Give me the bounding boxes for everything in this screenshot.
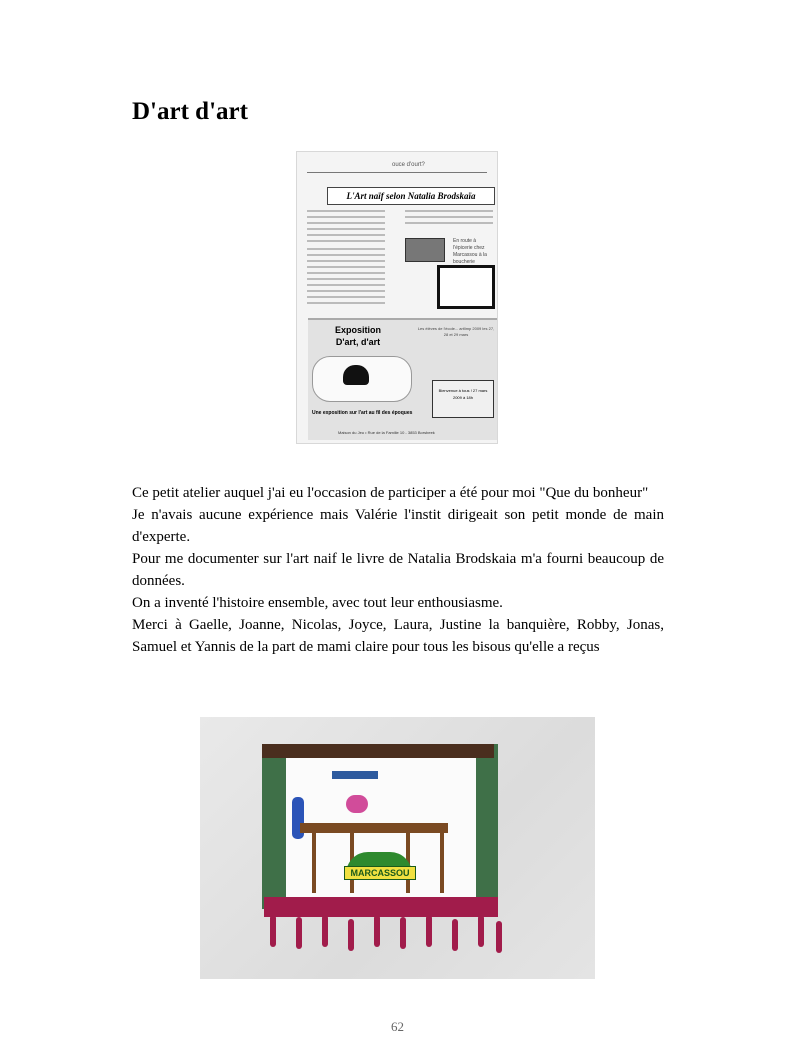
clipping-photo-caption: En route à l'épicerie chez Marcassou à la boucherie <box>453 238 487 265</box>
counter-drawing <box>300 823 448 833</box>
fringe <box>452 919 458 951</box>
fringe <box>296 917 302 949</box>
clipping-drawing <box>437 265 495 309</box>
mammoth-icon <box>343 365 369 385</box>
clipping-header-rule <box>307 172 487 173</box>
fringe <box>478 915 484 947</box>
fringe <box>270 915 276 947</box>
tapestry-border-bottom <box>264 897 498 917</box>
fringe <box>374 915 380 947</box>
clipping-photo <box>405 238 445 262</box>
tapestry-border-top <box>262 744 494 758</box>
tapestry-border-left <box>262 744 286 909</box>
fringe <box>348 919 354 951</box>
clipping-header: ouce d'ourt? <box>392 162 425 168</box>
body-text <box>132 482 664 658</box>
paragraph: Ce petit atelier auquel j'ai eu l'occasion de participer a été pour moi "Que du bonheur" <box>132 485 649 501</box>
clipping-banner: L'Art naïf selon Natalia Brodskaïa <box>327 187 495 205</box>
newspaper-clipping-image <box>296 151 498 444</box>
exhibition-title: Exposition D'art, d'art <box>334 325 381 347</box>
tapestry-border-right <box>476 744 498 909</box>
fringe <box>400 917 406 949</box>
page-number: 62 <box>391 1019 404 1034</box>
exhibition-welcome-box <box>432 380 494 418</box>
clipping-column-right <box>405 210 493 228</box>
exhibition-footer: Maison du Jeu • Rue de la Familie 10 - 3853 Borsbeek <box>338 430 435 435</box>
mammoth-drawing <box>312 356 412 402</box>
paragraph: Pour me documenter sur l'art naif le livre de Natalia Brodskaia m'a fourni beaucoup de données. <box>132 551 664 589</box>
sign-drawing <box>332 771 378 779</box>
marcassou-logo <box>346 840 412 888</box>
paragraph: Je n'avais aucune expérience mais Valérie l'instit dirigeait son petit monde de main d'experte. <box>132 507 664 545</box>
fringe <box>426 915 432 947</box>
pig-drawing <box>346 795 368 813</box>
counter-leg <box>312 833 316 893</box>
page-title: D'art d'art <box>132 98 248 125</box>
exhibition-subtitle: Une exposition sur l'art au fil des époques <box>312 410 413 416</box>
exhibition-poster <box>308 318 497 440</box>
exhibition-info: Les élèves de l'école... artlimp 2009 les 27, 28 et 29 mars <box>417 326 495 337</box>
paragraph: On a inventé l'histoire ensemble, avec tout leur enthousiasme. <box>132 595 503 611</box>
fringe <box>496 921 502 953</box>
clipping-column-left <box>307 210 385 308</box>
tapestry-photo <box>200 717 595 979</box>
fringe <box>322 915 328 947</box>
counter-leg <box>440 833 444 893</box>
logo-label: MARCASSOU <box>344 866 416 880</box>
exhibition-welcome-text: Bienvenue à tous ! 27 mars 2009 à 18h <box>438 388 488 400</box>
paragraph: Merci à Gaelle, Joanne, Nicolas, Joyce, Laura, Justine la banquière, Robby, Jonas, Samuel et Yannis de la part de mami claire pour tous les bisous qu'elle a reçus <box>132 617 664 655</box>
